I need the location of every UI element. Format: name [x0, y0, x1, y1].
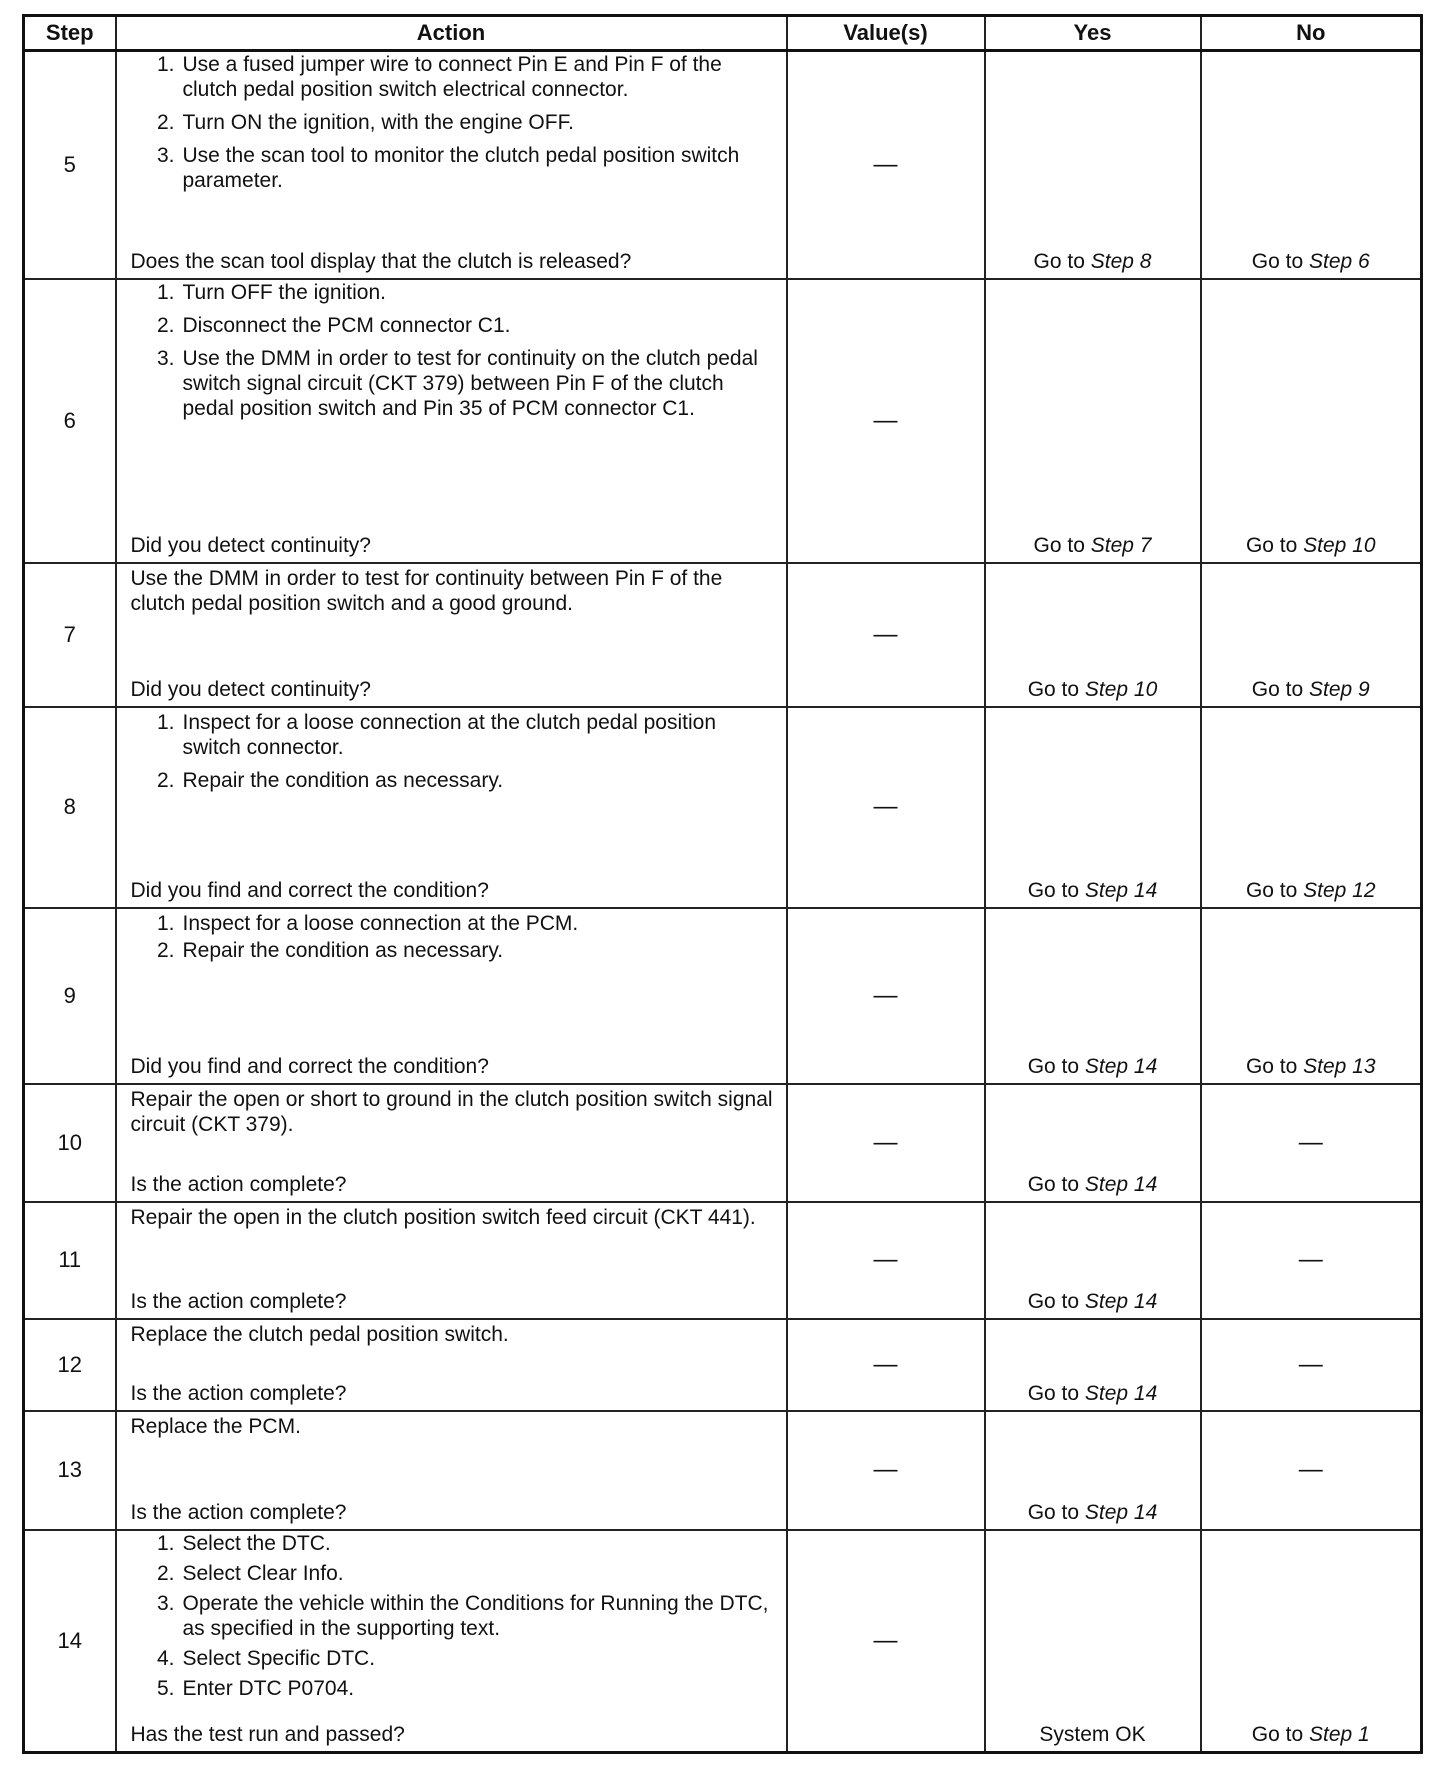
step-number: 9: [24, 908, 116, 1084]
action-step: 5. Enter DTC P0704.: [156, 1676, 355, 1700]
action-text: Replace the PCM.: [130, 1415, 301, 1439]
table-row: [24, 1530, 1422, 1753]
action-steps: [131, 710, 774, 793]
action-steps: [131, 911, 774, 963]
action-text: Replace the clutch pedal position switch.: [130, 1322, 509, 1346]
table-row: [24, 1411, 1422, 1529]
value-cell: —: [787, 563, 985, 707]
header-yes: Yes: [985, 16, 1201, 51]
yes-step-link[interactable]: Step 14: [1084, 1289, 1158, 1313]
step-number: 5: [24, 51, 116, 279]
action-question: Did you detect continuity?: [130, 534, 371, 558]
action-question: Is the action complete?: [130, 1500, 347, 1524]
no-cell: Go to Step 1: [1201, 1530, 1422, 1753]
no-dash: —: [1298, 1246, 1323, 1274]
no-step-link[interactable]: Step 1: [1308, 1723, 1370, 1746]
value-cell: —: [787, 51, 985, 279]
table-row: [24, 908, 1422, 1084]
header-no: No: [1201, 16, 1422, 51]
action-step: 2. Repair the condition as necessary.: [156, 938, 504, 962]
table-row: [24, 51, 1422, 279]
header-row: [24, 16, 1422, 51]
action-cell: [116, 1530, 787, 1753]
value-cell: —: [787, 1319, 985, 1412]
yes-step-link[interactable]: Step 14: [1084, 1172, 1158, 1196]
action-question: Did you find and correct the condition?: [130, 878, 489, 902]
action-question: Is the action complete?: [130, 1289, 347, 1313]
action-cell: [116, 1411, 787, 1529]
action-step: 3. Use the scan tool to monitor the clutch pedal position switch parameter.: [156, 144, 740, 192]
action-cell: [116, 1202, 787, 1319]
action-steps: [131, 52, 774, 193]
action-step: 1. Select the DTC.: [156, 1531, 331, 1555]
table-row: [24, 1084, 1422, 1202]
action-step: 1. Use a fused jumper wire to connect Pin E and Pin F of the clutch pedal position switch electrical connector.: [156, 53, 722, 101]
action-question: Is the action complete?: [130, 1172, 347, 1196]
action-question: Did you detect continuity?: [130, 677, 371, 701]
action-steps: [131, 1531, 774, 1701]
step-number: 8: [24, 707, 116, 908]
no-cell: [1201, 1202, 1422, 1319]
yes-cell: Go to Step 8: [985, 51, 1201, 279]
no-cell: Go to Step 6: [1201, 51, 1422, 279]
action-step: 1. Turn OFF the ignition.: [156, 280, 386, 304]
no-step-link[interactable]: Step 12: [1303, 878, 1376, 902]
no-cell: [1201, 1319, 1422, 1412]
yes-cell: Go to Step 14: [985, 1319, 1201, 1412]
no-step-link[interactable]: Step 9: [1308, 677, 1370, 701]
yes-cell: Go to Step 14: [985, 1411, 1201, 1529]
action-question: Does the scan tool display that the clutch is released?: [130, 249, 632, 273]
header-values: Value(s): [787, 16, 985, 51]
yes-cell: Go to Step 14: [985, 908, 1201, 1084]
no-step-link[interactable]: Step 13: [1303, 1054, 1376, 1078]
yes-cell: Go to Step 10: [985, 563, 1201, 707]
yes-step-link[interactable]: Step 14: [1084, 1054, 1158, 1078]
step-number: 10: [24, 1084, 116, 1202]
header-action: Action: [116, 16, 787, 51]
no-dash: —: [1298, 1128, 1323, 1156]
no-dash: —: [1298, 1456, 1323, 1484]
yes-step-link[interactable]: Step 14: [1084, 1500, 1158, 1524]
value-cell: —: [787, 1084, 985, 1202]
action-question: Has the test run and passed?: [130, 1723, 405, 1746]
action-step: 3. Use the DMM in order to test for continuity on the clutch pedal switch signal circuit (CKT 379) between Pin F of the clutch pedal position switch and Pin 35 of PCM connector C1.: [156, 346, 758, 420]
step-number: 6: [24, 279, 116, 563]
table-row: [24, 707, 1422, 908]
value-cell: —: [787, 1530, 985, 1753]
action-cell: [116, 563, 787, 707]
step-number: 13: [24, 1411, 116, 1529]
table-row: [24, 279, 1422, 563]
step-number: 7: [24, 563, 116, 707]
yes-cell: Go to Step 14: [985, 707, 1201, 908]
yes-step-link[interactable]: Step 14: [1084, 878, 1158, 902]
table-row: [24, 1202, 1422, 1319]
no-step-link[interactable]: Step 6: [1308, 249, 1370, 273]
table-row: [24, 1319, 1422, 1412]
step-number: 14: [24, 1530, 116, 1753]
action-cell: [116, 707, 787, 908]
no-cell: [1201, 1084, 1422, 1202]
yes-step-link[interactable]: Step 14: [1084, 1382, 1158, 1406]
yes-cell: Go to Step 14: [985, 1084, 1201, 1202]
yes-step-link[interactable]: Step 8: [1090, 249, 1152, 273]
action-step: 4. Select Specific DTC.: [156, 1646, 376, 1670]
step-number: 11: [24, 1202, 116, 1319]
action-steps: [131, 280, 774, 421]
action-step: 2. Disconnect the PCM connector C1.: [156, 313, 511, 337]
no-cell: Go to Step 13: [1201, 908, 1422, 1084]
value-cell: —: [787, 1411, 985, 1529]
action-cell: [116, 51, 787, 279]
table-row: [24, 563, 1422, 707]
action-question: Is the action complete?: [130, 1382, 347, 1406]
action-cell: [116, 279, 787, 563]
no-cell: Go to Step 9: [1201, 563, 1422, 707]
no-cell: [1201, 1411, 1422, 1529]
header-step: Step: [24, 16, 116, 51]
system-ok-text: System OK: [1039, 1723, 1146, 1746]
action-step: 3. Operate the vehicle within the Conditions for Running the DTC, as specified in the supporting text.: [156, 1591, 769, 1640]
action-text: Use the DMM in order to test for continuity between Pin F of the clutch pedal position switch and a good ground.: [130, 567, 723, 616]
yes-cell: Go to Step 14: [985, 1202, 1201, 1319]
yes-cell: [985, 1530, 1201, 1753]
step-number: 12: [24, 1319, 116, 1412]
no-cell: Go to Step 12: [1201, 707, 1422, 908]
action-text: Repair the open or short to ground in the clutch position switch signal circuit (CKT 379).: [130, 1087, 773, 1136]
action-step: 2. Repair the condition as necessary.: [156, 768, 504, 792]
value-cell: —: [787, 707, 985, 908]
no-dash: —: [1298, 1351, 1323, 1379]
action-step: 1. Inspect for a loose connection at the clutch pedal position switch connector.: [156, 710, 717, 759]
action-step: 2. Select Clear Info.: [156, 1561, 344, 1585]
yes-cell: Go to Step 7: [985, 279, 1201, 563]
no-cell: Go to Step 10: [1201, 279, 1422, 563]
value-cell: —: [787, 908, 985, 1084]
action-cell: [116, 1084, 787, 1202]
diagnostic-table: [22, 14, 1423, 1754]
action-step: 1. Inspect for a loose connection at the PCM.: [156, 911, 579, 935]
action-text: Repair the open in the clutch position switch feed circuit (CKT 441).: [130, 1205, 756, 1229]
yes-step-link[interactable]: Step 7: [1090, 534, 1152, 558]
action-question: Did you find and correct the condition?: [130, 1054, 489, 1078]
value-cell: —: [787, 1202, 985, 1319]
action-step: 2. Turn ON the ignition, with the engine OFF.: [156, 111, 574, 134]
no-step-link[interactable]: Step 10: [1303, 534, 1376, 558]
action-cell: [116, 1319, 787, 1412]
action-cell: [116, 908, 787, 1084]
value-cell: —: [787, 279, 985, 563]
yes-step-link[interactable]: Step 10: [1084, 677, 1158, 701]
